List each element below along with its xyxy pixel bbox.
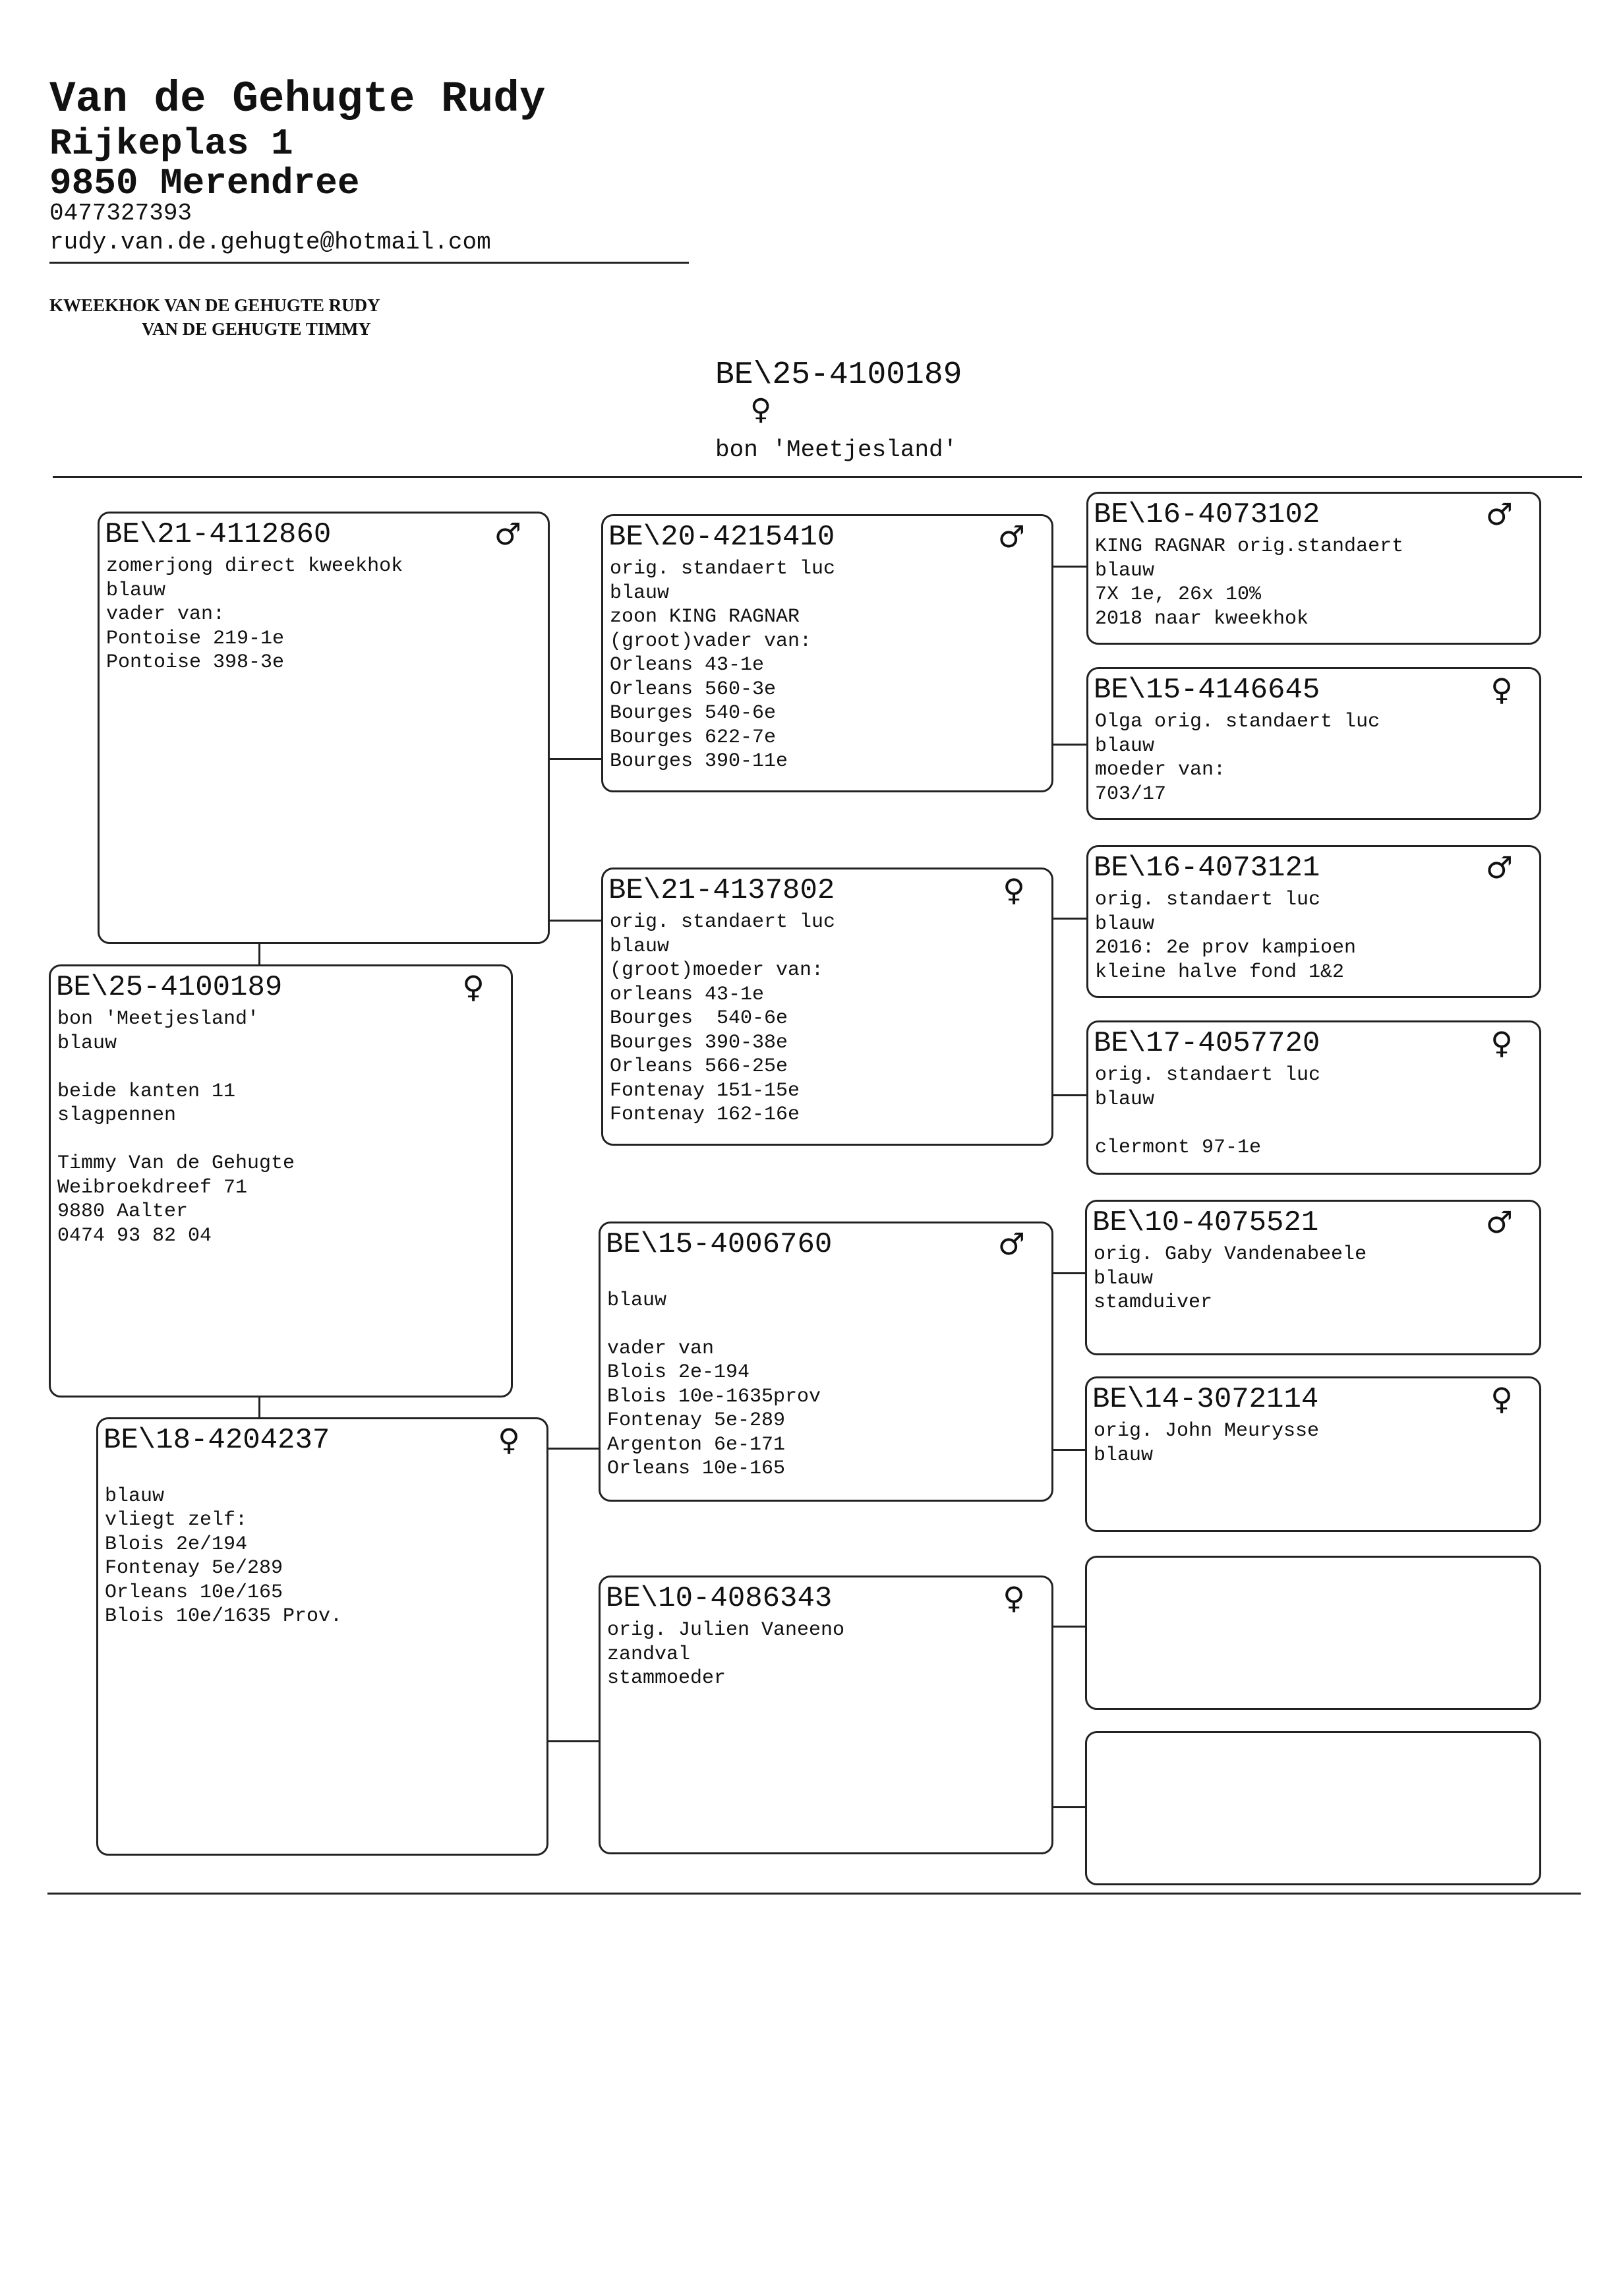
note-line: blauw <box>1094 1267 1154 1290</box>
note-line: Bourges 390-38e <box>610 1031 788 1054</box>
connector <box>548 920 601 922</box>
note-line: vader van <box>607 1337 715 1360</box>
note-line: orleans 43-1e <box>610 983 765 1006</box>
note-line: 2018 naar kweekhok <box>1095 607 1309 630</box>
note-line: Bourges 540-6e <box>610 1007 788 1030</box>
great-grandfather-card-3 <box>1085 1200 1541 1355</box>
ring-number: BE\15-4146645 <box>1094 674 1320 707</box>
male-icon: ♂ <box>494 516 521 552</box>
note-line: Bourges 540-6e <box>610 702 777 724</box>
note-line: 2016: 2e prov kampioen <box>1095 937 1357 959</box>
note-line: 0474 93 82 04 <box>57 1224 212 1247</box>
note-line: Pontoise 219-1e <box>106 627 285 650</box>
pedigree-bottom-divider <box>47 1893 1581 1895</box>
great-grandfather-card-2 <box>1086 845 1541 998</box>
male-icon: ♂ <box>1485 496 1513 532</box>
note-line: 7X 1e, 26x 10% <box>1095 583 1262 606</box>
ring-number: BE\21-4137802 <box>608 874 835 907</box>
loft-line-1: KWEEKHOK VAN DE GEHUGTE RUDY <box>49 295 380 315</box>
maternal-grandmother-card <box>599 1575 1053 1854</box>
note-line: Weibroekdreef 71 <box>57 1176 248 1199</box>
pigeon-notes <box>607 1264 821 1481</box>
male-icon: ♂ <box>1485 1204 1513 1240</box>
great-grandmother-card-1 <box>1086 667 1541 820</box>
connector <box>1051 744 1087 746</box>
pigeon-notes <box>610 910 835 1127</box>
female-icon: ♀ <box>1003 1580 1025 1616</box>
mother-card <box>96 1417 548 1856</box>
note-line: Blois 10e/1635 Prov. <box>105 1605 343 1628</box>
note-line: KING RAGNAR orig.standaert <box>1095 535 1404 558</box>
female-icon: ♀ <box>498 1422 520 1457</box>
note-line: Blois 2e/194 <box>105 1533 248 1556</box>
note-line: blauw <box>106 579 166 602</box>
note-line: (groot)vader van: <box>610 630 812 653</box>
note-line: blauw <box>1095 1088 1155 1111</box>
ring-number: BE\18-4204237 <box>103 1424 330 1457</box>
subject-name: bon 'Meetjesland' <box>715 436 958 463</box>
note-line: blauw <box>610 935 670 958</box>
male-icon: ♂ <box>1485 850 1513 885</box>
connector <box>546 1448 599 1450</box>
ring-number: BE\16-4073121 <box>1094 852 1320 885</box>
ring-number: BE\10-4075521 <box>1092 1206 1319 1239</box>
note-line: vader van: <box>106 603 225 626</box>
note-line: orig. standaert luc <box>610 558 836 580</box>
empty-card-2 <box>1085 1731 1541 1885</box>
subject-ring: BE\25-4100189 <box>715 357 962 393</box>
note-line: Orleans 560-3e <box>610 678 777 701</box>
great-grandfather-card-1 <box>1086 492 1541 645</box>
pigeon-notes <box>1095 888 1356 984</box>
note-line: 703/17 <box>1095 782 1167 806</box>
note-line: Fontenay 151-15e <box>610 1079 800 1102</box>
note-line: Orleans 566-25e <box>610 1055 788 1078</box>
note-line <box>607 1264 821 1289</box>
note-line: blauw <box>1095 559 1155 582</box>
note-line <box>105 1460 342 1485</box>
note-line: blauw <box>1095 912 1155 935</box>
note-line: blauw <box>105 1485 165 1508</box>
note-line: Bourges 390-11e <box>610 750 788 773</box>
note-line: orig. John Meurysse <box>1094 1420 1320 1442</box>
father-card <box>98 512 550 944</box>
connector <box>1051 918 1087 920</box>
note-line: clermont 97-1e <box>1095 1136 1262 1159</box>
connector <box>1051 1094 1087 1096</box>
note-line: blauw <box>1095 734 1155 757</box>
note-line: stammoeder <box>607 1667 726 1690</box>
note-line: Orleans 10e/165 <box>105 1581 283 1604</box>
maternal-grandfather-card <box>599 1222 1053 1502</box>
paternal-grandfather-card <box>601 514 1053 792</box>
female-icon: ♀ <box>750 393 772 427</box>
note-line: zomerjong direct kweekhok <box>106 555 403 577</box>
female-icon: ♀ <box>1490 1381 1513 1417</box>
note-line: Bourges 622-7e <box>610 726 777 749</box>
note-line: orig. Gaby Vandenabeele <box>1094 1243 1367 1266</box>
note-line: Orleans 10e-165 <box>607 1457 786 1480</box>
ring-number: BE\10-4086343 <box>606 1582 833 1615</box>
note-line: moeder van: <box>1095 759 1226 781</box>
note-line: stamduiver <box>1094 1291 1213 1314</box>
note-line: blauw <box>610 581 670 604</box>
note-line: blauw <box>57 1032 117 1055</box>
note-line: Fontenay 5e/289 <box>105 1557 283 1579</box>
pedigree-top-divider <box>53 476 1582 478</box>
ring-number: BE\15-4006760 <box>606 1228 833 1261</box>
note-line: vliegt zelf: <box>105 1509 248 1531</box>
connector <box>1051 1626 1087 1628</box>
note-line <box>607 1312 821 1337</box>
note-line: orig. standaert luc <box>1095 1064 1321 1086</box>
owner-phone: 0477327393 <box>49 200 192 227</box>
owner-street: Rijkeplas 1 <box>49 123 293 165</box>
ring-number: BE\21-4112860 <box>105 518 332 551</box>
note-line: orig. standaert luc <box>610 911 836 933</box>
pigeon-notes <box>106 554 403 675</box>
owner-city: 9850 Merendree <box>49 162 360 204</box>
note-line: zoon KING RAGNAR <box>610 606 800 628</box>
note-line: 9880 Aalter <box>57 1200 189 1223</box>
note-line: Orleans 43-1e <box>610 654 765 676</box>
connector <box>1051 1449 1087 1451</box>
connector <box>1051 1806 1087 1808</box>
note-line: orig. Julien Vaneeno <box>607 1619 845 1641</box>
ring-number: BE\25-4100189 <box>56 971 283 1004</box>
pigeon-notes <box>610 557 835 774</box>
female-icon: ♀ <box>462 969 485 1005</box>
pigeon-notes <box>105 1460 342 1629</box>
connector <box>548 758 601 760</box>
note-line <box>1095 1111 1320 1136</box>
connector <box>258 1396 260 1419</box>
paternal-grandmother-card <box>601 868 1053 1146</box>
note-line: slagpennen <box>57 1104 177 1127</box>
note-line: Argenton 6e-171 <box>607 1433 786 1456</box>
note-line: Pontoise 398-3e <box>106 651 285 674</box>
pigeon-notes <box>1094 1419 1319 1467</box>
note-line: Timmy Van de Gehugte <box>57 1152 295 1175</box>
pigeon-notes <box>1095 710 1380 806</box>
ring-number: BE\16-4073102 <box>1094 498 1320 531</box>
pigeon-notes <box>1095 1063 1320 1160</box>
owner-email: rudy.van.de.gehugte@hotmail.com <box>49 229 491 256</box>
pigeon-notes <box>1094 1243 1367 1315</box>
great-grandmother-card-2 <box>1086 1020 1541 1175</box>
connector <box>1051 1272 1087 1274</box>
male-icon: ♂ <box>997 519 1025 554</box>
note-line: Fontenay 162-16e <box>610 1104 800 1126</box>
note-line: Blois 10e-1635prov <box>607 1385 821 1408</box>
note-line: (groot)moeder van: <box>610 959 824 982</box>
note-line <box>57 1055 295 1080</box>
loft-line-2: VAN DE GEHUGTE TIMMY <box>142 319 371 339</box>
subject-card <box>49 964 513 1398</box>
header-divider <box>49 262 689 264</box>
note-line: Blois 2e-194 <box>607 1361 750 1384</box>
pigeon-notes <box>1095 535 1403 631</box>
ring-number: BE\14-3072114 <box>1092 1383 1319 1416</box>
female-icon: ♀ <box>1490 672 1513 707</box>
note-line: zandval <box>607 1643 691 1666</box>
great-grandmother-card-3 <box>1085 1376 1541 1532</box>
male-icon: ♂ <box>997 1226 1025 1262</box>
empty-card-1 <box>1085 1556 1541 1710</box>
ring-number: BE\17-4057720 <box>1094 1027 1320 1060</box>
female-icon: ♀ <box>1003 872 1025 908</box>
note-line <box>57 1128 295 1152</box>
note-line: orig. standaert luc <box>1095 889 1321 911</box>
note-line: bon 'Meetjesland' <box>57 1008 260 1030</box>
pigeon-notes <box>607 1618 844 1691</box>
note-line: blauw <box>1094 1444 1154 1467</box>
note-line: beide kanten 11 <box>57 1080 236 1103</box>
ring-number: BE\20-4215410 <box>608 521 835 554</box>
note-line: kleine halve fond 1&2 <box>1095 960 1345 984</box>
note-line: Fontenay 5e-289 <box>607 1409 786 1432</box>
owner-name: Van de Gehugte Rudy <box>49 74 546 124</box>
connector <box>1051 566 1087 568</box>
note-line: blauw <box>607 1289 667 1312</box>
connector <box>546 1740 599 1742</box>
female-icon: ♀ <box>1490 1025 1513 1061</box>
pigeon-notes <box>57 1007 295 1248</box>
note-line: Olga orig. standaert luc <box>1095 711 1380 733</box>
